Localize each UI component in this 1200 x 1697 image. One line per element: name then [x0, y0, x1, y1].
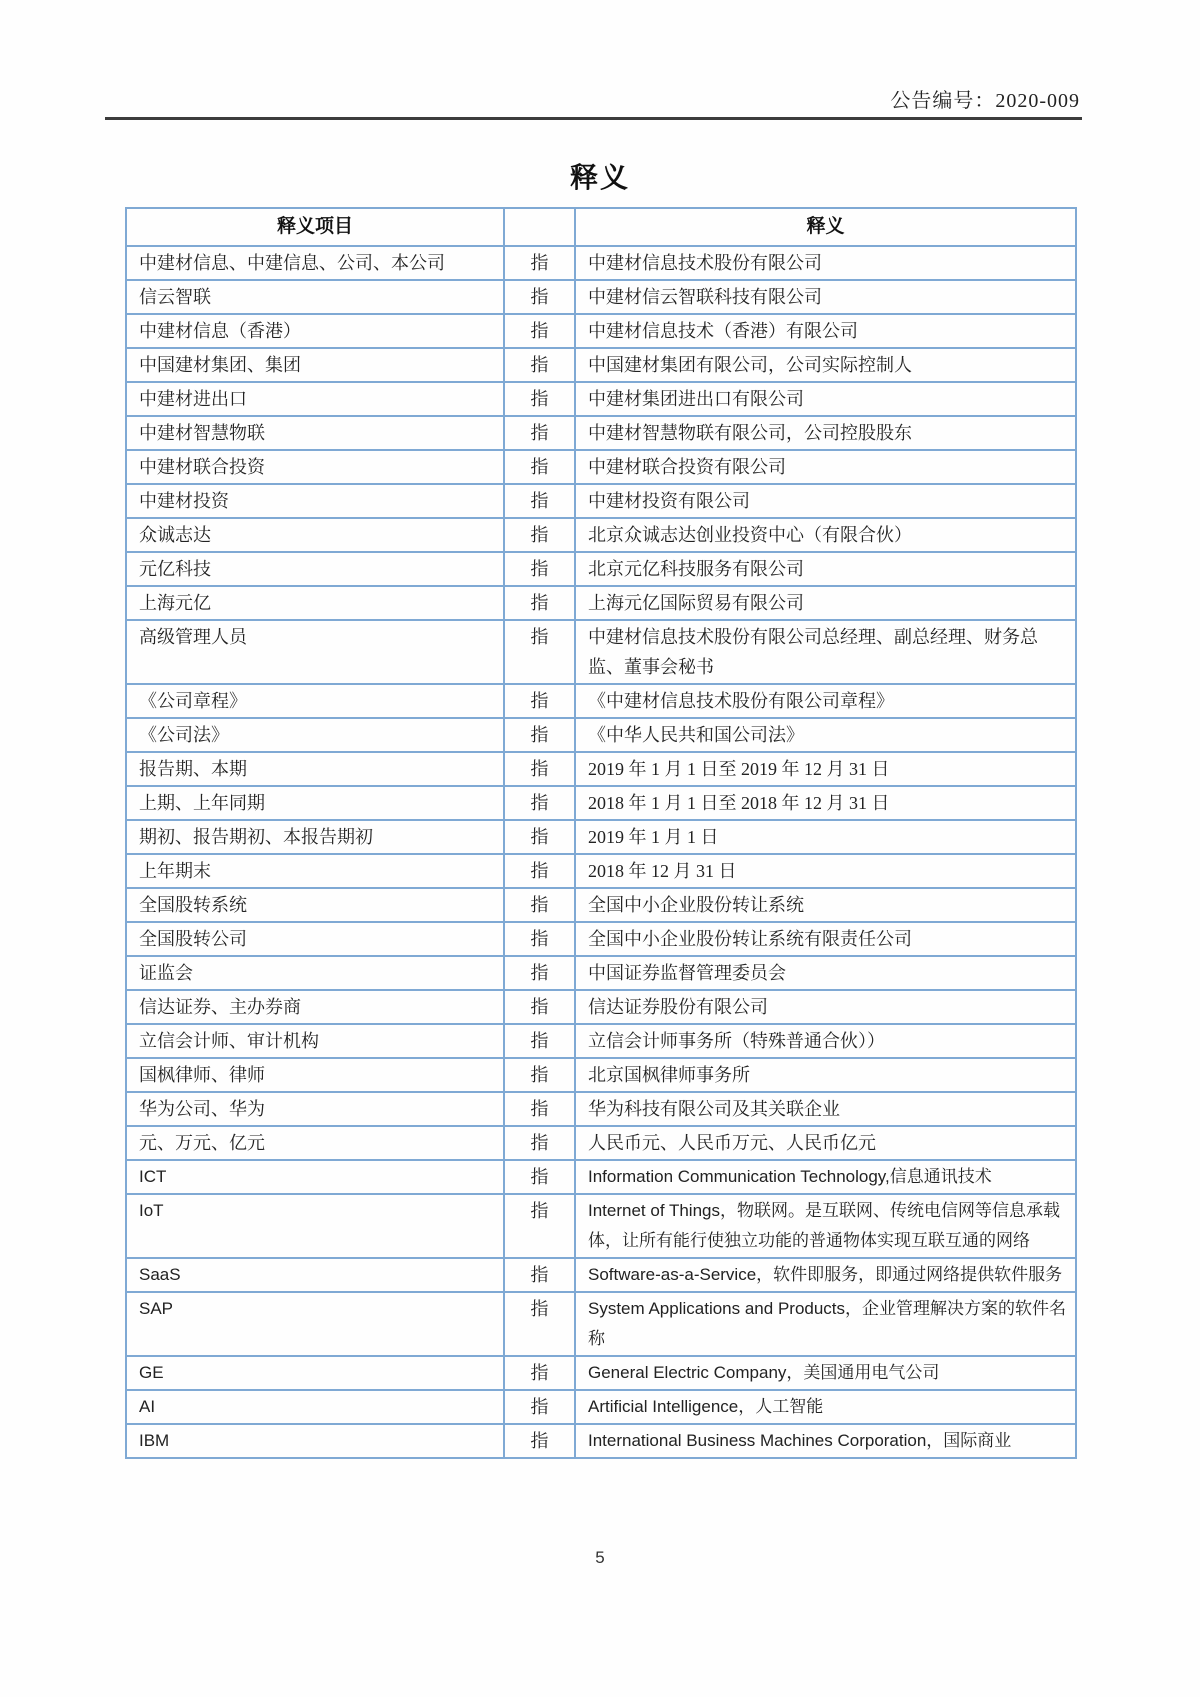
table-row: [126, 1160, 1076, 1194]
table-row: [126, 1292, 1076, 1356]
definition-cell: 《中华人民共和国公司法》: [575, 718, 1076, 752]
table-row: [126, 518, 1076, 552]
term-cell: 立信会计师、审计机构: [126, 1024, 504, 1058]
definition-cell: Software-as-a-Service，软件即服务，即通过网络提供软件服务: [575, 1258, 1076, 1292]
table-row: [126, 1424, 1076, 1458]
table-row: [126, 854, 1076, 888]
definitions-table: [125, 207, 1077, 1459]
term-cell: 《公司法》: [126, 718, 504, 752]
refers-cell: 指: [504, 552, 575, 586]
term-cell: 中建材联合投资: [126, 450, 504, 484]
refers-cell: 指: [504, 1092, 575, 1126]
refers-cell: 指: [504, 1258, 575, 1292]
table-header-row: [126, 208, 1076, 246]
refers-cell: 指: [504, 1292, 575, 1356]
definition-cell: 华为科技有限公司及其关联企业: [575, 1092, 1076, 1126]
refers-cell: 指: [504, 1160, 575, 1194]
announcement-number: 公告编号：2020-009: [890, 90, 1080, 112]
table-row: [126, 1194, 1076, 1258]
term-cell: 全国股转系统: [126, 888, 504, 922]
definition-cell: 《中建材信息技术股份有限公司章程》: [575, 684, 1076, 718]
definition-cell: 上海元亿国际贸易有限公司: [575, 586, 1076, 620]
table-row: [126, 1092, 1076, 1126]
definition-cell: 中建材联合投资有限公司: [575, 450, 1076, 484]
term-cell: SAP: [126, 1292, 504, 1356]
table-row: [126, 1024, 1076, 1058]
table-row: [126, 348, 1076, 382]
definition-cell: 2019 年 1 月 1 日: [575, 820, 1076, 854]
column-header-middle: [504, 208, 575, 246]
refers-cell: 指: [504, 786, 575, 820]
table-row: [126, 1258, 1076, 1292]
table-row: [126, 684, 1076, 718]
term-cell: 证监会: [126, 956, 504, 990]
term-cell: 上海元亿: [126, 586, 504, 620]
term-cell: 中建材信息（香港）: [126, 314, 504, 348]
refers-cell: 指: [504, 820, 575, 854]
refers-cell: 指: [504, 1424, 575, 1458]
refers-cell: 指: [504, 246, 575, 280]
term-cell: 中建材智慧物联: [126, 416, 504, 450]
definition-cell: 中国建材集团有限公司，公司实际控制人: [575, 348, 1076, 382]
definition-cell: 人民币元、人民币万元、人民币亿元: [575, 1126, 1076, 1160]
refers-cell: 指: [504, 1058, 575, 1092]
table-row: [126, 1058, 1076, 1092]
term-cell: 期初、报告期初、本报告期初: [126, 820, 504, 854]
table-row: [126, 314, 1076, 348]
definition-cell: 中建材信云智联科技有限公司: [575, 280, 1076, 314]
column-header-item: 释义项目: [126, 208, 504, 246]
definition-cell: 中建材信息技术（香港）有限公司: [575, 314, 1076, 348]
refers-cell: 指: [504, 348, 575, 382]
refers-cell: 指: [504, 718, 575, 752]
term-cell: 报告期、本期: [126, 752, 504, 786]
term-cell: GE: [126, 1356, 504, 1390]
definition-cell: 2018 年 1 月 1 日至 2018 年 12 月 31 日: [575, 786, 1076, 820]
definition-cell: 2019 年 1 月 1 日至 2019 年 12 月 31 日: [575, 752, 1076, 786]
refers-cell: 指: [504, 956, 575, 990]
table-row: [126, 1356, 1076, 1390]
refers-cell: 指: [504, 854, 575, 888]
table-row: [126, 246, 1076, 280]
refers-cell: 指: [504, 280, 575, 314]
definition-cell: 中建材投资有限公司: [575, 484, 1076, 518]
refers-cell: 指: [504, 1024, 575, 1058]
refers-cell: 指: [504, 1390, 575, 1424]
definition-cell: 北京众诚志达创业投资中心（有限合伙）: [575, 518, 1076, 552]
definition-cell: Information Communication Technology,信息通讯技术: [575, 1160, 1076, 1194]
table-row: [126, 752, 1076, 786]
definition-cell: 全国中小企业股份转让系统有限责任公司: [575, 922, 1076, 956]
refers-cell: 指: [504, 684, 575, 718]
page-number: 5: [595, 1548, 605, 1567]
table-row: [126, 484, 1076, 518]
refers-cell: 指: [504, 888, 575, 922]
refers-cell: 指: [504, 518, 575, 552]
table-row: [126, 786, 1076, 820]
table-row: [126, 620, 1076, 684]
refers-cell: 指: [504, 922, 575, 956]
table-row: [126, 888, 1076, 922]
definition-cell: Artificial Intelligence，人工智能: [575, 1390, 1076, 1424]
definition-cell: 中建材智慧物联有限公司，公司控股股东: [575, 416, 1076, 450]
term-cell: 中建材投资: [126, 484, 504, 518]
term-cell: 上期、上年同期: [126, 786, 504, 820]
term-cell: 元、万元、亿元: [126, 1126, 504, 1160]
refers-cell: 指: [504, 586, 575, 620]
definition-cell: Internet of Things，物联网。是互联网、传统电信网等信息承载体，让所有能行使独立功能的普通物体实现互联互通的网络: [575, 1194, 1076, 1258]
refers-cell: 指: [504, 484, 575, 518]
table-row: [126, 416, 1076, 450]
definition-cell: 全国中小企业股份转让系统: [575, 888, 1076, 922]
refers-cell: 指: [504, 620, 575, 684]
term-cell: 全国股转公司: [126, 922, 504, 956]
table-row: [126, 956, 1076, 990]
refers-cell: 指: [504, 1194, 575, 1258]
term-cell: 信达证券、主办券商: [126, 990, 504, 1024]
definition-cell: 中国证券监督管理委员会: [575, 956, 1076, 990]
table-row: [126, 450, 1076, 484]
definition-cell: General Electric Company，美国通用电气公司: [575, 1356, 1076, 1390]
refers-cell: 指: [504, 382, 575, 416]
definition-cell: 信达证券股份有限公司: [575, 990, 1076, 1024]
definition-cell: 北京国枫律师事务所: [575, 1058, 1076, 1092]
term-cell: 《公司章程》: [126, 684, 504, 718]
table-row: [126, 382, 1076, 416]
definition-cell: 北京元亿科技服务有限公司: [575, 552, 1076, 586]
table-row: [126, 718, 1076, 752]
term-cell: IBM: [126, 1424, 504, 1458]
definition-cell: 立信会计师事务所（特殊普通合伙））: [575, 1024, 1076, 1058]
table-row: [126, 552, 1076, 586]
table-row: [126, 1390, 1076, 1424]
table-row: [126, 922, 1076, 956]
term-cell: AI: [126, 1390, 504, 1424]
term-cell: 中建材信息、中建信息、公司、本公司: [126, 246, 504, 280]
term-cell: SaaS: [126, 1258, 504, 1292]
term-cell: ICT: [126, 1160, 504, 1194]
column-header-definition: 释义: [575, 208, 1076, 246]
refers-cell: 指: [504, 990, 575, 1024]
definition-cell: 2018 年 12 月 31 日: [575, 854, 1076, 888]
definition-cell: 中建材信息技术股份有限公司: [575, 246, 1076, 280]
refers-cell: 指: [504, 416, 575, 450]
term-cell: 信云智联: [126, 280, 504, 314]
refers-cell: 指: [504, 1356, 575, 1390]
refers-cell: 指: [504, 752, 575, 786]
header-rule: [105, 117, 1082, 120]
term-cell: 中国建材集团、集团: [126, 348, 504, 382]
definition-cell: 中建材信息技术股份有限公司总经理、副总经理、财务总监、董事会秘书: [575, 620, 1076, 684]
page-title: 释义: [569, 163, 630, 194]
term-cell: 众诚志达: [126, 518, 504, 552]
table-row: [126, 586, 1076, 620]
definition-cell: System Applications and Products，企业管理解决方案的软件名称: [575, 1292, 1076, 1356]
term-cell: 华为公司、华为: [126, 1092, 504, 1126]
table-row: [126, 280, 1076, 314]
table-row: [126, 1126, 1076, 1160]
refers-cell: 指: [504, 1126, 575, 1160]
term-cell: 元亿科技: [126, 552, 504, 586]
term-cell: 中建材进出口: [126, 382, 504, 416]
term-cell: 上年期末: [126, 854, 504, 888]
table-row: [126, 820, 1076, 854]
term-cell: 高级管理人员: [126, 620, 504, 684]
refers-cell: 指: [504, 314, 575, 348]
definition-cell: 中建材集团进出口有限公司: [575, 382, 1076, 416]
term-cell: 国枫律师、律师: [126, 1058, 504, 1092]
definition-cell: International Business Machines Corporation，国际商业: [575, 1424, 1076, 1458]
term-cell: IoT: [126, 1194, 504, 1258]
refers-cell: 指: [504, 450, 575, 484]
table-row: [126, 990, 1076, 1024]
